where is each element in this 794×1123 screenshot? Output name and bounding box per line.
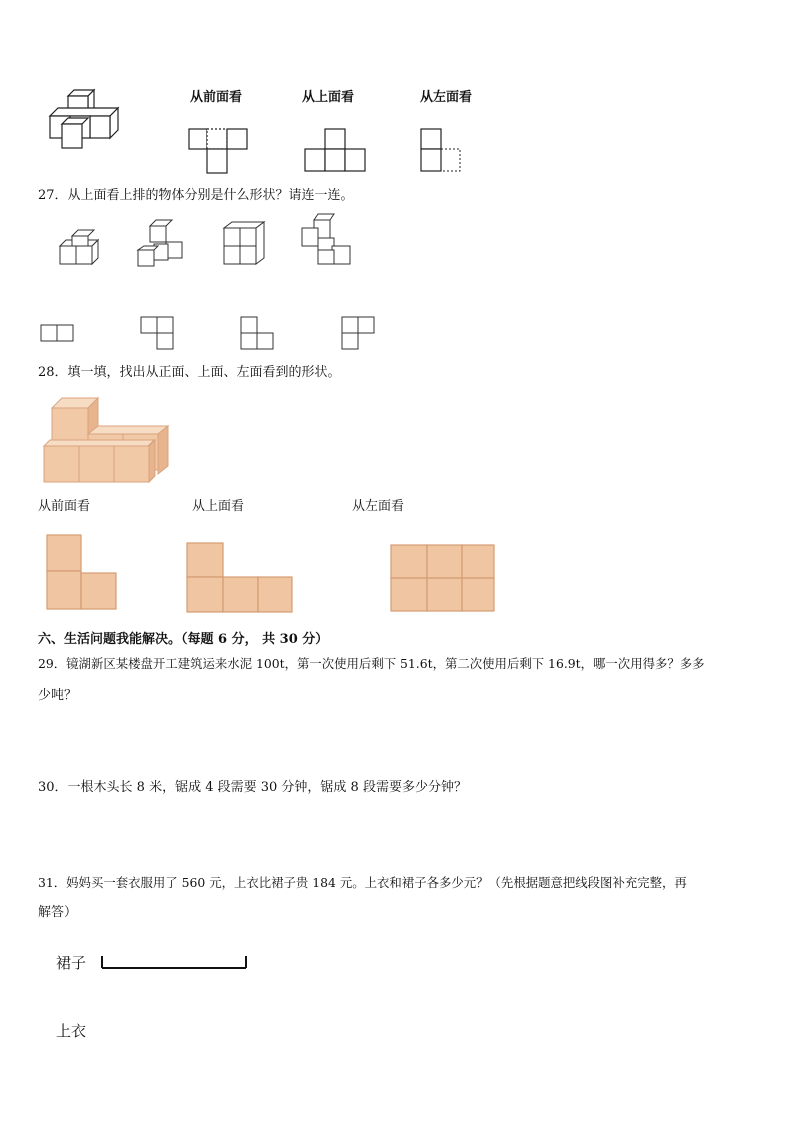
- q26-left-view: [420, 128, 464, 176]
- q30-question: 30．一根木头长 8 米，锯成 4 段需要 30 分钟，锯成 8 段需要多少分钟？: [38, 780, 467, 795]
- q27-object-1: [58, 228, 102, 266]
- section-6-title: 六、生活问题我能解决。（每题 6 分， 共 30 分）: [38, 632, 329, 647]
- q31-skirt-segment: [100, 954, 250, 972]
- q28-front-view: [46, 534, 118, 612]
- q31-label-skirt: 裙子: [56, 954, 87, 972]
- q26-front-view: [188, 128, 248, 176]
- q31-question-line1: 31．妈妈买一套衣服用了 560 元，上衣比裙子贵 184 元。上衣和裙子各多少元？（先根据题意把线段图补充完整，再: [38, 875, 687, 890]
- q27-shape-1: [40, 324, 76, 344]
- q28-top-view: [186, 542, 294, 614]
- q27-shape-3: [240, 316, 276, 352]
- q28-question: 28．填一填，找出从正面、上面、左面看到的形状。: [38, 365, 341, 380]
- q28-left-view: [390, 544, 496, 614]
- q26-cube-figure: [40, 84, 130, 154]
- q28-view-top-label: 从上面看: [192, 499, 245, 514]
- q26-view-top-label: 从上面看: [302, 90, 355, 105]
- q26-view-front-label: 从前面看: [190, 90, 243, 105]
- q27-question: 27．从上面看上排的物体分别是什么形状？请连一连。: [38, 188, 354, 203]
- q26-top-view: [304, 128, 366, 176]
- q28-view-front-label: 从前面看: [38, 499, 91, 514]
- q28-view-left-label: 从左面看: [352, 499, 405, 514]
- q31-label-top: 上衣: [56, 1022, 87, 1040]
- q26-view-left-label: 从左面看: [420, 90, 473, 105]
- q28-cube-figure: [42, 394, 172, 486]
- q27-shape-4: [340, 316, 380, 352]
- q27-object-3: [222, 220, 268, 266]
- q27-object-2: [136, 218, 186, 268]
- q27-shape-2: [140, 316, 176, 352]
- q27-object-4: [300, 212, 356, 268]
- q31-question-line2: 解答）: [38, 905, 78, 920]
- q29-question-line1: 29．镜湖新区某楼盘开工建筑运来水泥 100t，第一次使用后剩下 51.6t，第二次使用后剩下 16.9t，哪一次用得多？多多: [38, 656, 705, 671]
- q29-question-line2: 少吨？: [38, 688, 78, 703]
